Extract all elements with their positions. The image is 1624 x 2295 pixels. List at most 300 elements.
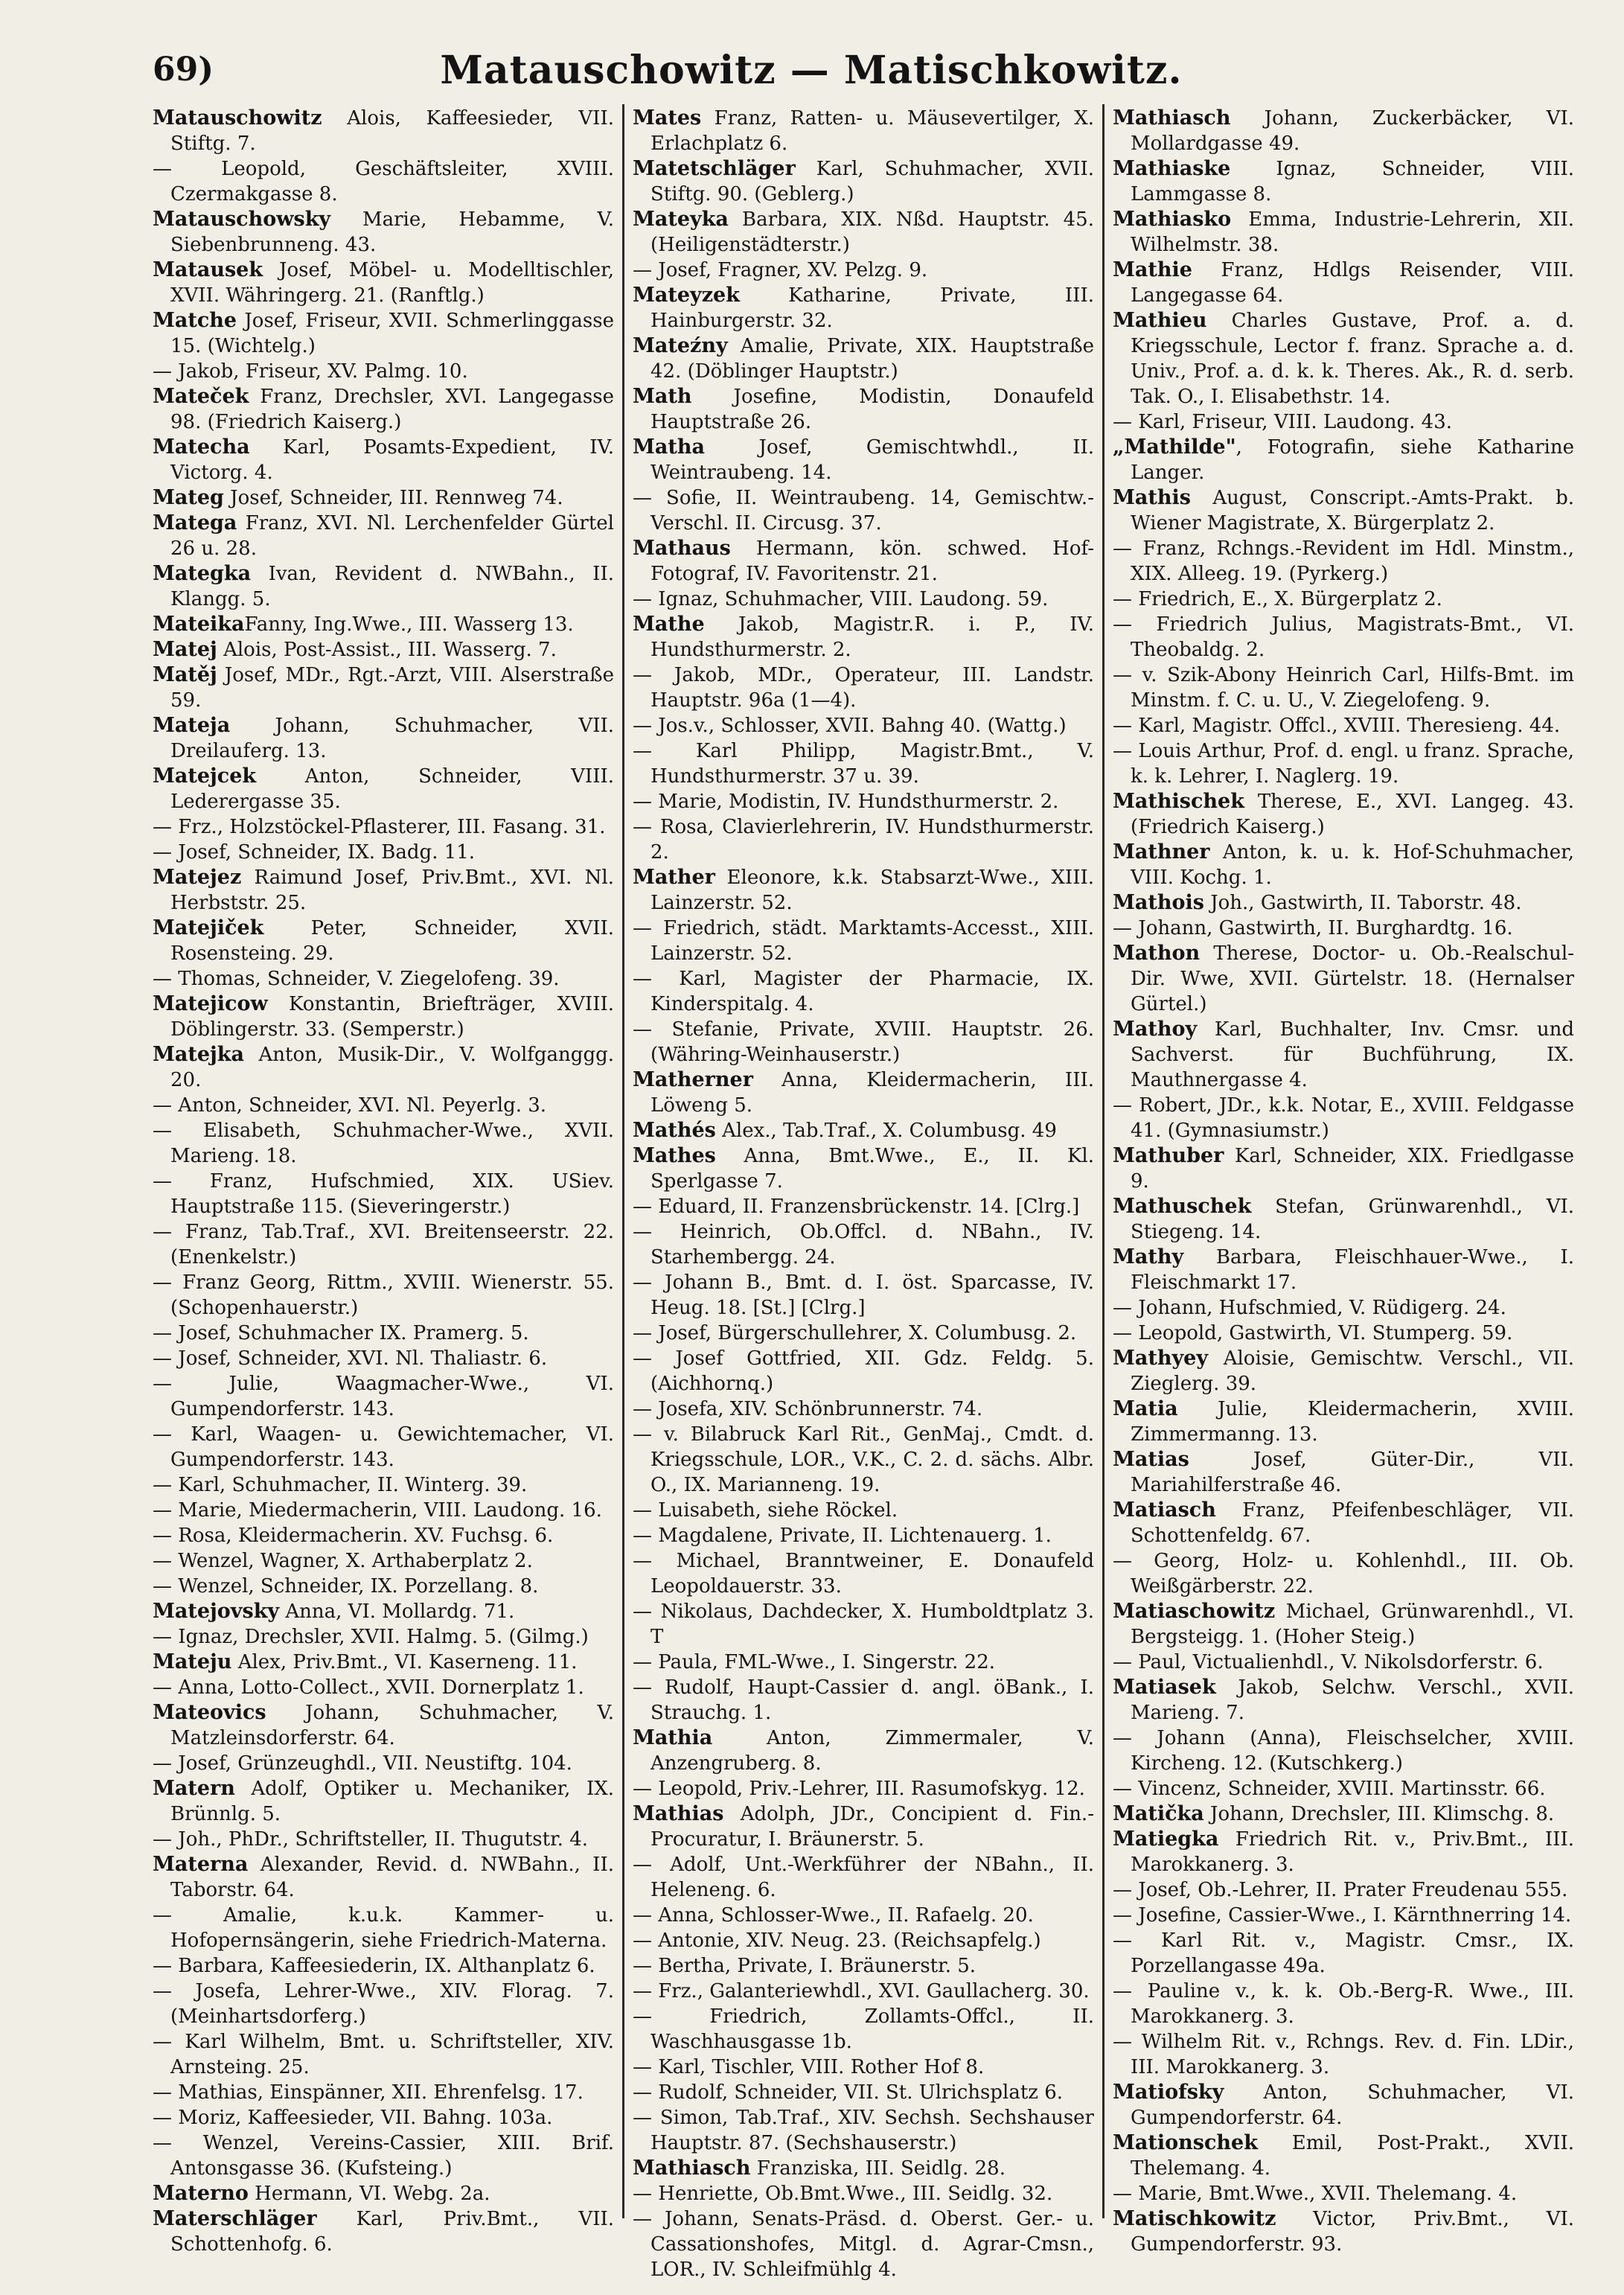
entry-details: — Ignaz, Drechsler, XVII. Halmg. 5. (Gilmg.)	[153, 1626, 589, 1648]
directory-entry	[1113, 587, 1574, 612]
directory-entry	[153, 1827, 614, 1852]
directory-entry	[1113, 1776, 1574, 1801]
directory-entry	[1113, 485, 1574, 536]
directory-entry	[1113, 2080, 1574, 2130]
entry-details: — Leopold, Geschäftsleiter, XVIII. Czermakgasse 8.	[153, 158, 614, 205]
directory-entry	[633, 1143, 1094, 1194]
entry-surname: Mathiasch	[1113, 106, 1231, 130]
entry-details: — Michael, Branntweiner, E. Donaufeld Leopoldauerstr. 33.	[633, 1550, 1094, 1597]
entry-details: — Marie, Bmt.Wwe., XVII. Thelemang. 4.	[1113, 2183, 1518, 2205]
entry-surname: Mateźny	[633, 334, 728, 357]
directory-entry	[1113, 1245, 1574, 1295]
directory-entry	[153, 2181, 614, 2206]
directory-entry	[1113, 840, 1574, 890]
entry-details: — Robert, JDr., k.k. Notar, E., XVIII. Feldgasse 41. (Gymnasiumstr.)	[1113, 1094, 1574, 1142]
directory-entry	[633, 1675, 1094, 1726]
entry-details: Alexander, Revid. d. NWBahn., II. Taborstr. 64.	[170, 1854, 614, 1901]
directory-entry	[633, 283, 1094, 333]
entry-surname: Matausek	[153, 258, 263, 281]
entry-details: — Karl Philipp, Magistr.Bmt., V. Hundsthurmerstr. 37 u. 39.	[633, 740, 1094, 788]
entry-details: Katharine, Private, III. Hainburgerstr. 32.	[650, 284, 1094, 332]
directory-entry	[633, 1270, 1094, 1321]
entry-details: Emil, Post-Prakt., XVII. Thelemang. 4.	[1131, 2132, 1574, 2180]
directory-entry	[153, 1574, 614, 1599]
entry-surname: Mathieu	[1113, 309, 1207, 332]
entry-surname: Mathischek	[1113, 790, 1244, 813]
entry-surname: Mathoy	[1113, 1018, 1198, 1041]
entry-details: — Johann (Anna), Fleischselcher, XVIII. Kircheng. 12. (Kutschkerg.)	[1113, 1727, 1574, 1775]
directory-entry	[153, 612, 614, 637]
entry-details: Marie, Hebamme, V. Siebenbrunneng. 43.	[170, 208, 614, 256]
entry-details: — Eduard, II. Franzensbrückenstr. 14. [Clrg.]	[633, 1196, 1080, 1218]
entry-details: Franz, Ratten- u. Mäusevertilger, X. Erlachplatz 6.	[650, 107, 1094, 155]
entry-details: — Georg, Holz- u. Kohlenhdl., III. Ob. Weißgärberstr. 22.	[1113, 1550, 1574, 1597]
entry-details: Karl, Schuhmacher, XVII. Stiftg. 90. (Geblerg.)	[650, 158, 1094, 205]
entry-surname: Matia	[1113, 1397, 1178, 1420]
directory-entry	[633, 2055, 1094, 2080]
directory-entry	[633, 1903, 1094, 1928]
entry-surname: Matiegka	[1113, 1828, 1219, 1851]
entry-surname: Mathner	[1113, 840, 1210, 864]
entry-details: — Vincenz, Schneider, XVIII. Martinsstr. 66.	[1113, 1778, 1546, 1800]
directory-entry	[1113, 941, 1574, 1017]
directory-entry	[633, 1523, 1094, 1548]
entry-surname: Matetschläger	[633, 157, 796, 180]
directory-entry	[153, 1472, 614, 1498]
directory-entry	[153, 1700, 614, 1751]
entry-surname: Mathiasko	[1113, 208, 1232, 231]
directory-entry	[153, 713, 614, 764]
directory-entry	[633, 536, 1094, 587]
directory-entry	[153, 992, 614, 1042]
entry-surname: Mathie	[1113, 258, 1192, 281]
directory-entry	[1113, 1143, 1574, 1194]
entry-details: — Josefa, XIV. Schönbrunnerstr. 74.	[633, 1398, 983, 1420]
directory-entry	[153, 2130, 614, 2181]
entry-details: Fanny, Ing.Wwe., III. Wasserg 13.	[244, 613, 574, 636]
entry-details: — Friedrich Julius, Magistrats-Bmt., VI. Theobaldg. 2.	[1113, 613, 1574, 661]
directory-entry	[153, 156, 614, 207]
entry-surname: Matha	[633, 435, 705, 459]
entry-details: — v. Bilabruck Karl Rit., GenMaj., Cmdt. d. Kriegsschule, LOR., V.K., C. 2. d. sächs. Albr. O., IX. Marianneng. 19.	[633, 1423, 1094, 1496]
directory-entry	[153, 1903, 614, 1953]
directory-entry	[633, 1067, 1094, 1118]
directory-entry	[153, 359, 614, 384]
entry-details: Anton, k. u. k. Hof-Schuhmacher, VIII. Kochg. 1.	[1131, 841, 1574, 889]
entry-surname: Matej	[153, 638, 217, 661]
entry-details: — Jakob, Friseur, XV. Palmg. 10.	[153, 360, 468, 383]
directory-entry	[153, 1523, 614, 1548]
entry-details: — Heinrich, Ob.Offcl. d. NBahn., IV. Starhembergg. 24.	[633, 1221, 1094, 1268]
directory-entry	[153, 1548, 614, 1574]
entry-details: Victor, Priv.Bmt., VI. Gumpendorferstr. 93.	[1131, 2208, 1574, 2256]
entry-details: — Anna, Schlosser-Wwe., II. Rafaelg. 20.	[633, 1904, 1034, 1927]
entry-surname: Matias	[1113, 1448, 1189, 1471]
directory-entry	[153, 1321, 614, 1346]
directory-entry	[1113, 1346, 1574, 1397]
directory-entry	[633, 1118, 1094, 1143]
entry-details: — Karl, Waagen- u. Gewichtemacher, VI. Gumpendorferstr. 143.	[153, 1423, 614, 1471]
entry-surname: Matejicow	[153, 992, 268, 1015]
entry-details: — Barbara, Kaffeesiederin, IX. Althanplatz 6.	[153, 1955, 595, 1977]
directory-entry	[153, 1979, 614, 2029]
entry-details: Ignaz, Schneider, VIII. Lammgasse 8.	[1131, 158, 1574, 205]
directory-column-3	[1113, 106, 1574, 2256]
entry-details: Alois, Kaffeesieder, VII. Stiftg. 7.	[170, 107, 614, 155]
directory-entry	[153, 1118, 614, 1169]
directory-entry	[153, 764, 614, 814]
entry-details: Jakob, Magistr.R. i. P., IV. Hundsthurmerstr. 2.	[650, 613, 1094, 661]
directory-entry	[633, 1397, 1094, 1422]
entry-details: Anna, Kleidermacherin, III. Löweng 5.	[650, 1069, 1094, 1117]
entry-details: Alex, Priv.Bmt., VI. Kaserneng. 11.	[231, 1651, 578, 1673]
entry-details: Michael, Grünwarenhdl., VI. Bergsteigg. 1. (Hoher Steig.)	[1131, 1600, 1574, 1648]
entry-surname: Mathiasch	[633, 2157, 751, 2180]
entry-details: — Jos.v., Schlosser, XVII. Bahng 40. (Wattg.)	[633, 715, 1067, 737]
directory-entry	[633, 1219, 1094, 1270]
directory-entry	[633, 1726, 1094, 1776]
entry-details: Therese, E., XVI. Langeg. 43. (Friedrich Kaiserg.)	[1131, 791, 1574, 838]
entry-surname: Mathaus	[633, 537, 731, 560]
directory-entry	[1113, 713, 1574, 738]
entry-details: — Wenzel, Schneider, IX. Porzellang. 8.	[153, 1575, 539, 1597]
directory-entry	[153, 1498, 614, 1523]
directory-entry	[1113, 2130, 1574, 2181]
entry-details: — Marie, Miedermacherin, VIII. Laudong. 16.	[153, 1499, 602, 1522]
entry-details: Josefine, Modistin, Donaufeld Hauptstraße 26.	[650, 386, 1094, 433]
directory-entry	[633, 2004, 1094, 2055]
entry-details: Karl, Posamts-Expedient, IV. Victorg. 4.	[170, 436, 614, 484]
directory-entry	[633, 1801, 1094, 1852]
entry-details: Eleonore, k.k. Stabsarzt-Wwe., XIII. Lainzerstr. 52.	[650, 866, 1094, 914]
entry-details: — Nikolaus, Dachdecker, X. Humboldtplatz 3. T	[633, 1600, 1094, 1648]
directory-entry	[1113, 1093, 1574, 1143]
entry-surname: Mateovics	[153, 1701, 266, 1724]
directory-entry	[1113, 612, 1574, 663]
entry-details: Julie, Kleidermacherin, XVIII. Zimmermanng. 13.	[1131, 1398, 1574, 1446]
directory-entry	[153, 1599, 614, 1624]
directory-entry	[153, 435, 614, 485]
entry-details: — Thomas, Schneider, V. Ziegelofeng. 39.	[153, 968, 560, 990]
directory-entry	[153, 840, 614, 865]
directory-entry	[633, 663, 1094, 713]
directory-entry	[1113, 1447, 1574, 1498]
directory-entry	[1113, 2029, 1574, 2080]
entry-details: — Wenzel, Wagner, X. Arthaberplatz 2.	[153, 1550, 533, 1572]
directory-entry	[1113, 1295, 1574, 1321]
directory-entry	[153, 2080, 614, 2105]
entry-surname: Mateček	[153, 385, 249, 408]
entry-surname: Mateja	[153, 714, 231, 737]
directory-column-2	[633, 106, 1094, 2281]
directory-entry	[633, 2181, 1094, 2206]
directory-entry	[153, 1650, 614, 1675]
directory-entry	[633, 207, 1094, 258]
entry-details: Anton, Schuhmacher, VI. Gumpendorferstr. 64.	[1131, 2081, 1574, 2129]
directory-entry	[1113, 1675, 1574, 1726]
entry-surname: Matejcek	[153, 765, 257, 788]
entry-surname: Mathon	[1113, 942, 1201, 965]
entry-surname: Mathuschek	[1113, 1195, 1252, 1218]
entry-details: — Franz Georg, Rittm., XVIII. Wienerstr. 55. (Schopenhauerstr.)	[153, 1271, 614, 1319]
page-title: Matauschowitz — Matischkowitz.	[440, 48, 1183, 93]
directory-entry	[1113, 106, 1574, 156]
directory-entry	[153, 511, 614, 561]
entry-surname: Mathyey	[1113, 1347, 1209, 1370]
entry-details: Josef, Möbel- u. Modelltischler, XVII. Währingerg. 21. (Ranftlg.)	[170, 259, 614, 307]
entry-details: Josef, Friseur, XVII. Schmerlinggasse 15. (Wichtelg.)	[170, 310, 614, 357]
entry-details: — Rosa, Kleidermacherin. XV. Fuchsg. 6.	[153, 1525, 554, 1547]
entry-surname: Math	[633, 385, 692, 408]
directory-entry	[1113, 1548, 1574, 1599]
entry-details: Franz, Hdlgs Reisender, VIII. Langegasse 64.	[1131, 259, 1574, 307]
entry-surname: Mathis	[1113, 486, 1191, 509]
entry-details: — Mathias, Einspänner, XII. Ehrenfelsg. 17.	[153, 2081, 584, 2104]
entry-surname: Mathois	[1113, 891, 1204, 914]
entry-details: — Karl Wilhelm, Bmt. u. Schriftsteller, XIV. Arnsteing. 25.	[153, 2031, 614, 2078]
entry-details: — Magdalene, Private, II. Lichtenauerg. 1.	[633, 1525, 1052, 1547]
entry-details: Josef, MDr., Rgt.-Arzt, VIII. Alserstraße 59.	[170, 664, 614, 712]
entry-details: — Bertha, Private, I. Bräunerstr. 5.	[633, 1955, 976, 1977]
entry-details: Stefan, Grünwarenhdl., VI. Stiegeng. 14.	[1131, 1196, 1574, 1243]
directory-entry	[1113, 1726, 1574, 1776]
entry-surname: Materno	[153, 2182, 249, 2205]
entry-surname: Matejiček	[153, 916, 264, 939]
entry-details: — Anna, Lotto-Collect., XVII. Dornerplatz 1.	[153, 1676, 584, 1699]
entry-surname: Matěj	[153, 663, 217, 686]
entry-details: — Josefine, Cassier-Wwe., I. Kärnthnerring 14.	[1113, 1904, 1572, 1927]
directory-entry	[153, 1675, 614, 1700]
directory-entry	[633, 916, 1094, 966]
directory-entry	[633, 1928, 1094, 1953]
entry-surname: Mategka	[153, 562, 252, 585]
directory-entry	[633, 1979, 1094, 2004]
entry-details: Amalie, Private, XIX. Hauptstraße 42. (Döblinger Hauptstr.)	[650, 335, 1094, 383]
entry-details: — Karl, Tischler, VIII. Rother Hof 8.	[633, 2056, 985, 2078]
directory-entry	[153, 384, 614, 435]
entry-details: — Wenzel, Vereins-Cassier, XIII. Brif. Antonsgasse 36. (Kufsteing.)	[153, 2132, 614, 2180]
directory-entry	[1113, 738, 1574, 789]
entry-surname: „Mathilde"	[1113, 435, 1236, 459]
entry-details: — Josef, Grünzeughdl., VII. Neustiftg. 104.	[153, 1752, 572, 1775]
entry-details: Konstantin, Briefträger, XVIII. Döblingerstr. 33. (Semperstr.)	[170, 993, 614, 1041]
directory-entry	[153, 966, 614, 992]
entry-details: Adolph, JDr., Concipient d. Fin.-Procuratur, I. Bräunerstr. 5.	[650, 1803, 1094, 1851]
entry-details: — Rudolf, Schneider, VII. St. Ulrichsplatz 6.	[633, 2081, 1064, 2104]
directory-entry	[633, 1776, 1094, 1801]
directory-column-1	[153, 106, 614, 2256]
directory-entry	[633, 2156, 1094, 2181]
directory-entry	[1113, 916, 1574, 941]
entry-details: Therese, Doctor- u. Ob.-Realschul-Dir. Wwe, XVII. Gürtelstr. 18. (Hernalser Gürtel.)	[1131, 942, 1574, 1015]
directory-entry	[153, 865, 614, 916]
directory-entry	[1113, 2181, 1574, 2206]
entry-surname: Mathy	[1113, 1245, 1184, 1268]
directory-entry	[633, 384, 1094, 435]
directory-entry	[1113, 1827, 1574, 1877]
entry-details: — v. Szik-Abony Heinrich Carl, Hilfs-Bmt. im Minstm. f. C. u. U., V. Ziegelofeng. 9.	[1113, 664, 1574, 712]
entry-details: — Paul, Victualienhdl., V. Nikolsdorferstr. 6.	[1113, 1651, 1544, 1673]
column-divider	[1102, 104, 1104, 2218]
entry-details: Raimund Josef, Priv.Bmt., XVI. Nl. Herbststr. 25.	[170, 866, 614, 914]
entry-details: — Josef, Fragner, XV. Pelzg. 9.	[633, 259, 928, 281]
entry-surname: Matejka	[153, 1043, 245, 1066]
directory-entry	[153, 814, 614, 840]
directory-entry	[153, 1953, 614, 1979]
entry-details: — Josefa, Lehrer-Wwe., XIV. Florag. 7. (Meinhartsdorferg.)	[153, 1980, 614, 2028]
entry-surname: Mateika	[153, 613, 245, 636]
entry-details: Anna, VI. Mollardg. 71.	[279, 1600, 515, 1623]
directory-entry	[153, 1270, 614, 1321]
directory-entry	[633, 865, 1094, 916]
directory-entry	[1113, 1928, 1574, 1979]
directory-entry	[153, 207, 614, 258]
entry-surname: Matiasch	[1113, 1498, 1216, 1522]
directory-entry	[633, 966, 1094, 1017]
directory-entry	[153, 1751, 614, 1776]
directory-entry	[153, 2206, 614, 2257]
entry-details: Alex., Tab.Traf., X. Columbusg. 49	[715, 1120, 1057, 1142]
directory-entry	[153, 663, 614, 713]
directory-entry	[1113, 1017, 1574, 1093]
directory-entry	[1113, 156, 1574, 207]
entry-surname: Materna	[153, 1853, 249, 1876]
entry-details: Josef, Güter-Dir., VII. Mariahilferstraße 46.	[1131, 1449, 1574, 1496]
entry-details: — Wilhelm Rit. v., Rchngs. Rev. d. Fin. LDir., III. Marokkanerg. 3.	[1113, 2031, 1574, 2078]
entry-details: — Frz., Holzstöckel-Pflasterer, III. Fasang. 31.	[153, 816, 606, 838]
entry-details: Adolf, Optiker u. Mechaniker, IX. Brünnlg. 5.	[170, 1778, 614, 1825]
entry-details: — Friedrich, E., X. Bürgerplatz 2.	[1113, 588, 1442, 610]
entry-details: — Josef Gottfried, XII. Gdz. Feldg. 5. (Aichhornq.)	[633, 1347, 1094, 1395]
directory-entry	[153, 1422, 614, 1472]
directory-entry	[153, 106, 614, 156]
entry-details: — Karl Rit. v., Magistr. Cmsr., IX. Porzellangasse 49a.	[1113, 1929, 1574, 1977]
directory-entry	[1113, 789, 1574, 840]
entry-details: — Joh., PhDr., Schriftsteller, II. Thugutstr. 4.	[153, 1828, 588, 1851]
entry-details: — Amalie, k.u.k. Kammer- u. Hofopernsängerin, siehe Friedrich-Materna.	[153, 1904, 614, 1952]
entry-details: — Johann B., Bmt. d. I. öst. Sparcasse, IV. Heug. 18. [St.] [Clrg.]	[633, 1271, 1094, 1319]
entry-details: Anna, Bmt.Wwe., E., II. Kl. Sperlgasse 7.	[650, 1145, 1094, 1193]
directory-entry	[633, 713, 1094, 738]
directory-entry	[153, 258, 614, 308]
entry-details: — Simon, Tab.Traf., XIV. Sechsh. Sechshauser Hauptstr. 87. (Sechshauserstr.)	[633, 2107, 1094, 2154]
directory-entry	[1113, 435, 1574, 485]
directory-entry	[1113, 207, 1574, 258]
entry-details: Franziska, III. Seidlg. 28.	[750, 2157, 1006, 2180]
entry-details: Hermann, VI. Webg. 2a.	[248, 2183, 490, 2205]
directory-entry	[633, 156, 1094, 207]
entry-details: Josef, Gemischtwhdl., II. Weintraubeng. 14.	[650, 436, 1094, 484]
directory-entry	[153, 1852, 614, 1903]
entry-details: Josef, Schneider, III. Rennweg 74.	[223, 487, 563, 509]
entry-surname: Matiasek	[1113, 1676, 1216, 1699]
directory-entry	[1113, 1194, 1574, 1245]
entry-details: Joh., Gastwirth, II. Taborstr. 48.	[1203, 892, 1522, 914]
directory-entry	[633, 1498, 1094, 1523]
entry-details: Jakob, Selchw. Verschl., XVII. Marieng. 7.	[1131, 1676, 1574, 1724]
directory-entry	[1113, 1650, 1574, 1675]
entry-details: — Josef, Schneider, XVI. Nl. Thaliastr. 6.	[153, 1347, 548, 1370]
entry-surname: Matern	[153, 1777, 235, 1800]
entry-details: — Frz., Galanteriewhdl., XVI. Gaullacherg. 30.	[633, 1980, 1090, 2002]
entry-details: Peter, Schneider, XVII. Rosensteing. 29.	[170, 917, 614, 965]
directory-entry	[1113, 1397, 1574, 1447]
entry-details: Anton, Schneider, VIII. Lederergasse 35.	[170, 765, 614, 813]
directory-entry	[633, 1321, 1094, 1346]
directory-entry	[153, 637, 614, 663]
entry-surname: Mathuber	[1113, 1144, 1224, 1167]
page-header	[153, 45, 1470, 97]
entry-details: — Karl, Magistr. Offcl., XVIII. Theresieng. 44.	[1113, 715, 1561, 737]
directory-entry	[153, 561, 614, 612]
entry-surname: Mathes	[633, 1144, 716, 1167]
entry-details: , Fotografin, siehe Katharine Langer.	[1131, 436, 1574, 484]
entry-details: — Jakob, MDr., Operateur, III. Landstr. Hauptstr. 96a (1—4).	[633, 664, 1094, 712]
entry-surname: Mathe	[633, 613, 705, 636]
entry-details: — Julie, Waagmacher-Wwe., VI. Gumpendorferstr. 143.	[153, 1373, 614, 1420]
directory-entry	[633, 1346, 1094, 1397]
directory-entry	[153, 1371, 614, 1422]
entry-surname: Mationschek	[1113, 2131, 1258, 2154]
entry-details: — Karl, Friseur, VIII. Laudong. 43.	[1113, 411, 1453, 433]
entry-details: Johann, Zuckerbäcker, VI. Mollardgasse 49.	[1131, 107, 1574, 155]
entry-details: — Louis Arthur, Prof. d. engl. u franz. Sprache, k. k. Lehrer, I. Naglerg. 19.	[1113, 740, 1574, 788]
entry-surname: Mateyzek	[633, 284, 740, 307]
entry-surname: Materschläger	[153, 2207, 317, 2230]
directory-entry	[633, 789, 1094, 814]
entry-details: Anton, Musik-Dir., V. Wolfganggg. 20.	[170, 1044, 614, 1091]
directory-entry	[1113, 1498, 1574, 1548]
entry-details: Johann, Schuhmacher, VII. Dreilauferg. 13.	[170, 715, 614, 762]
entry-surname: Mather	[633, 866, 715, 889]
entry-details: — Josef, Schneider, IX. Badg. 11.	[153, 841, 476, 864]
directory-entry	[633, 587, 1094, 612]
entry-details: — Josef, Schuhmacher IX. Pramerg. 5.	[153, 1322, 529, 1344]
directory-entry	[153, 916, 614, 966]
column-divider	[622, 104, 624, 2218]
directory-entry	[633, 814, 1094, 865]
directory-entry	[633, 1953, 1094, 1979]
directory-entry	[153, 2029, 614, 2080]
directory-entry	[1113, 1321, 1574, 1346]
directory-entry	[633, 1548, 1094, 1599]
directory-entry	[153, 2105, 614, 2130]
entry-surname: Mateg	[153, 486, 224, 509]
directory-entry	[153, 1346, 614, 1371]
directory-entry	[633, 106, 1094, 156]
entry-details: — Stefanie, Private, XVIII. Hauptstr. 26. (Währing-Weinhauserstr.)	[633, 1018, 1094, 1066]
directory-entry	[633, 485, 1094, 536]
directory-entry	[1113, 890, 1574, 916]
entry-details: August, Conscript.-Amts-Prakt. b. Wiener Magistrate, X. Bürgerplatz 2.	[1131, 487, 1574, 534]
entry-details: Johann, Schuhmacher, V. Matzleinsdorferstr. 64.	[170, 1702, 614, 1749]
entry-details: — Ignaz, Schuhmacher, VIII. Laudong. 59.	[633, 588, 1049, 610]
directory-entry	[153, 1169, 614, 1219]
directory-entry	[633, 2105, 1094, 2156]
entry-surname: Matischkowitz	[1113, 2207, 1276, 2230]
directory-entry	[153, 1093, 614, 1118]
directory-entry	[1113, 258, 1574, 308]
directory-entry	[633, 2080, 1094, 2105]
entry-details: — Marie, Modistin, IV. Hundsthurmerstr. 2.	[633, 791, 1059, 813]
entry-surname: Matiaschowitz	[1113, 1600, 1276, 1623]
entry-details: Friedrich Rit. v., Priv.Bmt., III. Marokkanerg. 3.	[1131, 1828, 1574, 1876]
entry-surname: Mathiaske	[1113, 157, 1231, 180]
entry-details: — Johann, Senats-Präsd. d. Oberst. Ger.- u. Cassationshofes, Mitgl. d. Agrar-Cmsn., LOR., IV. Schleifmühlg 4.	[633, 2208, 1094, 2281]
directory-entry	[153, 308, 614, 359]
entry-details: — Rudolf, Haupt-Cassier d. angl. öBank., I. Strauchg. 1.	[633, 1676, 1094, 1724]
entry-details: — Karl, Schuhmacher, II. Winterg. 39.	[153, 1474, 528, 1496]
